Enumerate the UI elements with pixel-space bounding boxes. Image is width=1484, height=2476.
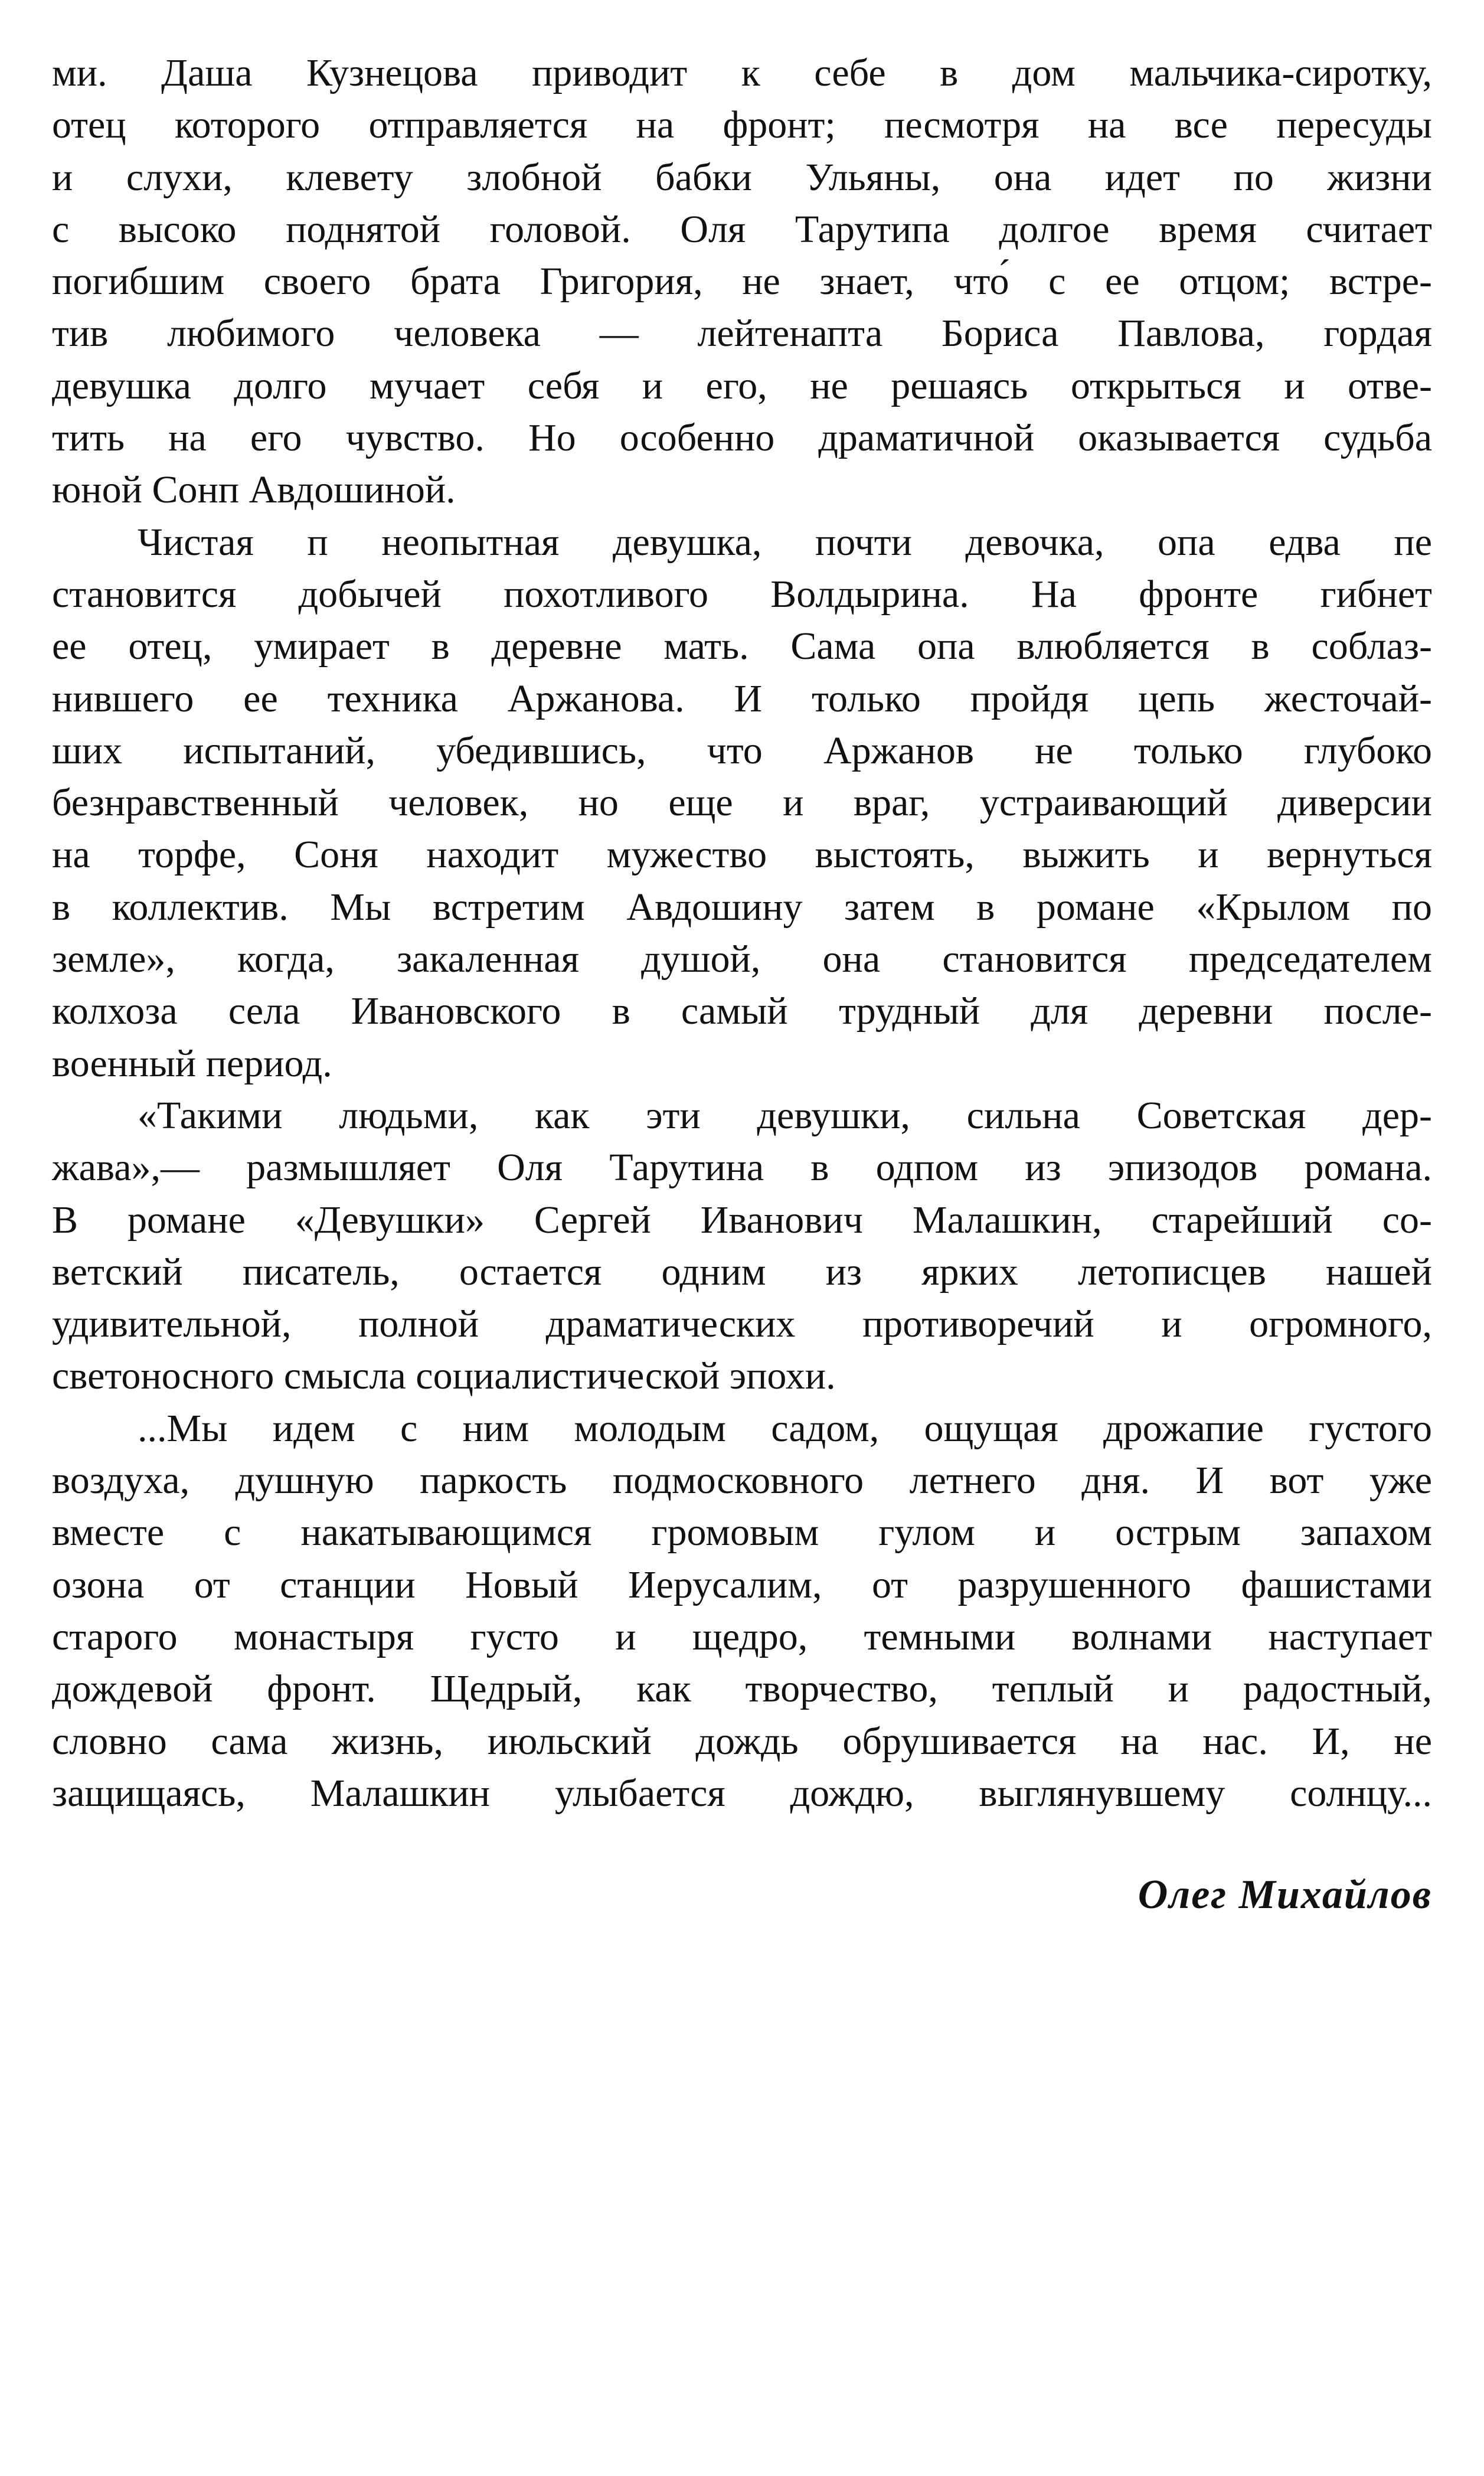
text-line: вместе с накатывающимся громовым гулом и острым запахом — [52, 1511, 1432, 1554]
text-line: жава»,— размышляет Оля Тарутина в одпом из эпизодов романа. — [52, 1146, 1432, 1190]
text-line: В романе «Девушки» Сергей Иванович Малашкин, старейший со- — [52, 1198, 1432, 1242]
text-line: тить на его чувство. Но особенно драматичной оказывается судьба — [52, 416, 1432, 460]
text-line: отец которого отправляется на фронт; песмотря на все пересуды — [52, 103, 1432, 147]
text-line: с высоко поднятой головой. Оля Тарутипа долгое время считает — [52, 207, 1432, 251]
text-line: девушка долго мучает себя и его, не решаясь открыться и отве- — [52, 364, 1432, 407]
text-line: становится добычей похотливого Волдырина. На фронте гибнет — [52, 572, 1432, 616]
text-line: колхоза села Ивановского в самый трудный для деревни после- — [52, 989, 1432, 1033]
article-body — [52, 47, 1432, 1820]
text-line: воздуха, душную паркость подмосковного летнего дня. И вот уже — [52, 1459, 1432, 1502]
text-line: защищаясь, Малашкин улыбается дождю, выглянувшему солнцу... — [52, 1771, 1432, 1815]
text-line: удивительной, полной драматических противоречий и огромного, — [52, 1302, 1432, 1346]
text-line: ...Мы идем с ним молодым садом, ощущая дрожапие густого — [138, 1406, 1432, 1450]
text-line: светоносного смысла социалистической эпохи. — [52, 1354, 836, 1398]
text-line: юной Сонп Авдошиной. — [52, 468, 456, 512]
paragraph-1 — [52, 47, 1432, 517]
text-line: военный период. — [52, 1041, 332, 1085]
text-line: безнравственный человек, но еще и враг, устраивающий диверсии — [52, 781, 1432, 825]
text-line: и слухи, клевету злобной бабки Ульяны, она идет по жизни — [52, 155, 1432, 199]
text-line: словно сама жизнь, июльский дождь обрушивается на нас. И, не — [52, 1719, 1432, 1763]
text-line: на торфе, Соня находит мужество выстоять, выжить и вернуться — [52, 833, 1432, 877]
text-line: погибшим своего брата Григория, не знает, что́ с ее отцом; встре- — [52, 260, 1432, 303]
text-line: в коллектив. Мы встретим Авдошину затем в романе «Крылом по — [52, 885, 1432, 929]
text-line: дождевой фронт. Щедрый, как творчество, теплый и радостный, — [52, 1667, 1432, 1711]
text-line: озона от станции Новый Иерусалим, от разрушенного фашистами — [52, 1563, 1432, 1606]
text-line: тив любимого человека — лейтенапта Бориса Павлова, гордая — [52, 312, 1432, 355]
paragraph-2 — [52, 517, 1432, 1090]
text-line: старого монастыря густо и щедро, темными волнами наступает — [52, 1615, 1432, 1658]
paragraph-4 — [52, 1403, 1432, 1820]
text-line: «Такими людьми, как эти девушки, сильна Советская дер- — [138, 1093, 1432, 1137]
text-line: ших испытаний, убедившись, что Аржанов не только глубоко — [52, 729, 1432, 772]
text-line: земле», когда, закаленная душой, она становится председателем — [52, 938, 1432, 981]
author-signature: Олег Михайлов — [1137, 1872, 1432, 1918]
text-line: ми. Даша Кузнецова приводит к себе в дом мальчика-сиротку, — [52, 51, 1432, 94]
paragraph-3 — [52, 1090, 1432, 1403]
text-line: Чистая п неопытная девушка, почти девочка, опа едва пе — [138, 520, 1432, 564]
text-line: нившего ее техника Аржанова. И только пройдя цепь жесточай- — [52, 677, 1432, 720]
text-line: ветский писатель, остается одним из ярких летописцев нашей — [52, 1250, 1432, 1293]
text-line: ее отец, умирает в деревне мать. Сама опа влюбляется в соблаз- — [52, 625, 1432, 668]
